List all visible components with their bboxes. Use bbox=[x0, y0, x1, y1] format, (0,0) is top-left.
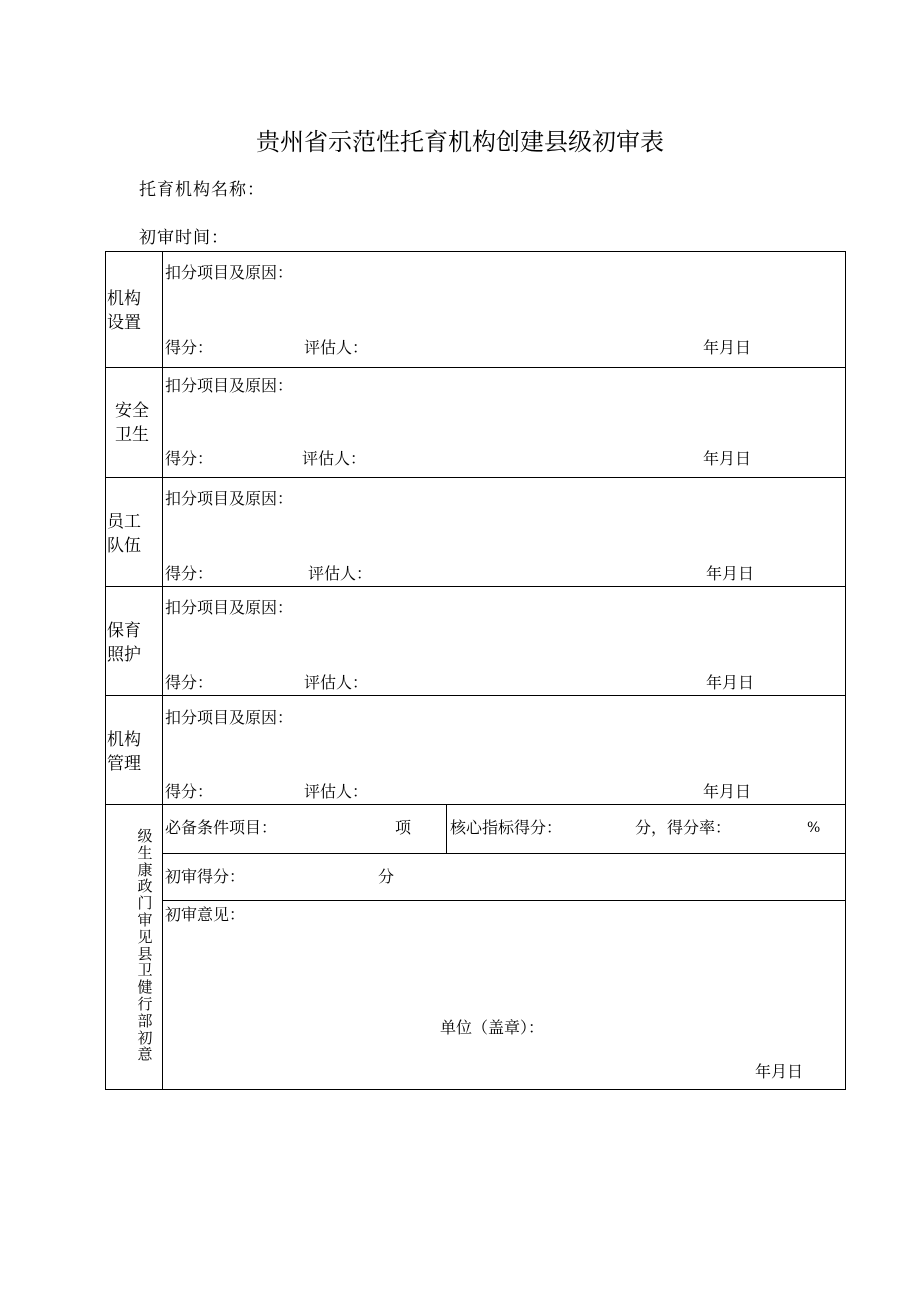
review-side-label: 级生康政门审见县卫健行部初意 bbox=[137, 827, 153, 1064]
table-border-right bbox=[845, 251, 846, 1090]
assessor-label: 评估人： bbox=[304, 673, 369, 692]
score-label: 得分： bbox=[165, 564, 214, 583]
assessor-label: 评估人： bbox=[304, 338, 369, 357]
row-divider bbox=[105, 477, 846, 478]
section-label-institution-setup: 机构 设置 bbox=[107, 289, 141, 333]
date-label: 年月日 bbox=[703, 449, 752, 468]
row-divider bbox=[105, 367, 846, 368]
table-border-left bbox=[105, 251, 106, 1090]
page-title: 贵州省示范性托育机构创建县级初审表 bbox=[256, 128, 664, 156]
section-label-childcare: 保育 照护 bbox=[107, 621, 141, 665]
review-date-label: 初审时间： bbox=[139, 228, 229, 248]
score-label: 得分： bbox=[165, 782, 214, 801]
date-label: 年月日 bbox=[706, 673, 755, 692]
section-label-management: 机构 管理 bbox=[107, 730, 141, 774]
assessor-label: 评估人： bbox=[304, 782, 369, 801]
deduction-label: 扣分项目及原因： bbox=[165, 598, 294, 617]
section-label-staff: 员工 队伍 bbox=[107, 512, 141, 556]
required-items-label: 必备条件项目： bbox=[165, 818, 278, 837]
required-items-unit: 项 bbox=[395, 818, 412, 837]
table-border-bottom bbox=[105, 1089, 846, 1090]
date-label: 年月日 bbox=[706, 564, 755, 583]
percent-sign: % bbox=[807, 820, 821, 836]
review-row-divider bbox=[162, 853, 846, 854]
row-divider bbox=[105, 695, 846, 696]
review-row-divider bbox=[162, 900, 846, 901]
institution-name-label: 托育机构名称： bbox=[139, 180, 265, 200]
score-label: 得分： bbox=[165, 449, 214, 468]
table-border-top bbox=[105, 251, 846, 252]
table-column-divider bbox=[162, 251, 163, 1090]
section-label-safety-hygiene: 安全 卫生 bbox=[115, 401, 149, 445]
review-cell-divider bbox=[446, 804, 447, 853]
date-label: 年月日 bbox=[703, 782, 752, 801]
deduction-label: 扣分项目及原因： bbox=[165, 263, 294, 282]
deduction-label: 扣分项目及原因： bbox=[165, 708, 294, 727]
unit-seal-label: 单位（盖章）： bbox=[440, 1018, 545, 1037]
initial-score-label: 初审得分： bbox=[165, 867, 246, 886]
row-divider bbox=[105, 586, 846, 587]
deduction-label: 扣分项目及原因： bbox=[165, 489, 294, 508]
review-date-label: 年月日 bbox=[755, 1062, 804, 1081]
core-score-label: 核心指标得分： bbox=[450, 818, 563, 837]
score-label: 得分： bbox=[165, 673, 214, 692]
score-label: 得分： bbox=[165, 338, 214, 357]
opinion-label: 初审意见： bbox=[165, 905, 246, 924]
initial-score-unit: 分 bbox=[378, 867, 395, 886]
deduction-label: 扣分项目及原因： bbox=[165, 376, 294, 395]
core-score-unit: 分，得分率： bbox=[635, 818, 732, 837]
row-divider bbox=[105, 804, 846, 805]
assessor-label: 评估人： bbox=[308, 564, 373, 583]
assessor-label: 评估人： bbox=[302, 449, 367, 468]
date-label: 年月日 bbox=[703, 338, 752, 357]
